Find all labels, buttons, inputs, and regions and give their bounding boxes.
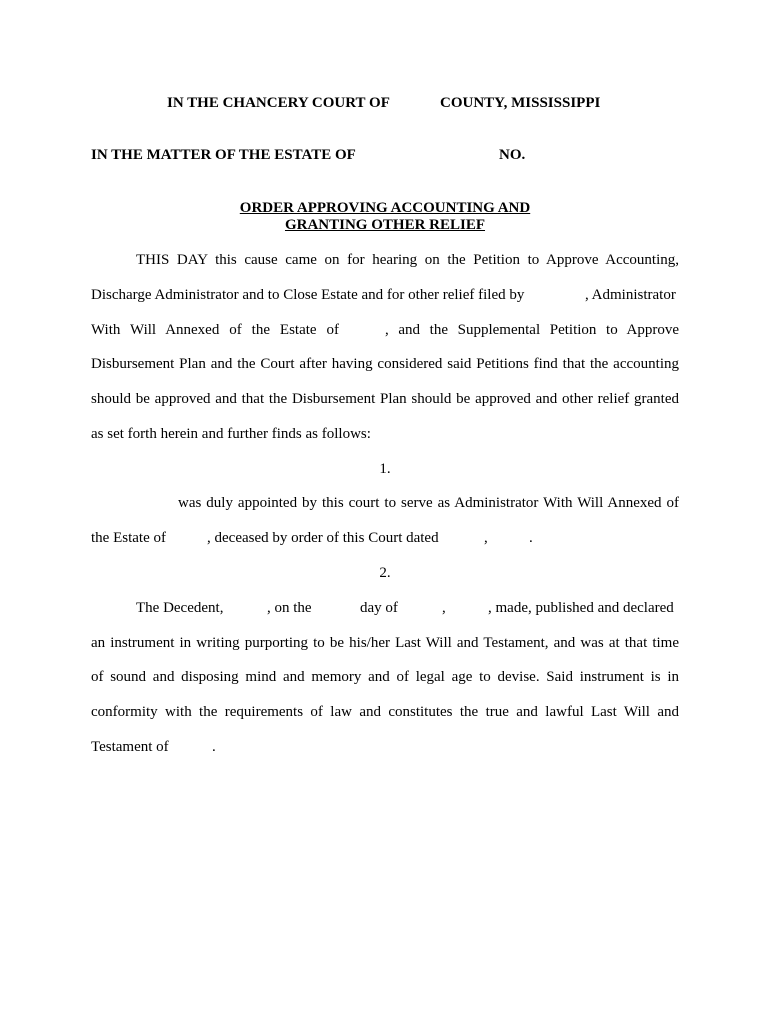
intro-line-6: as set forth herein and further finds as follows: [91,426,371,442]
order-title-line-2: GRANTING OTHER RELIEF [284,217,486,233]
case-number-label: NO. [499,147,526,163]
court-heading-left: IN THE CHANCERY COURT OF [167,95,390,111]
section-2-number: 2. [379,565,391,581]
section-2-line-5a: Testament of [91,739,169,755]
intro-line-3b: , and the Supplemental Petition to Approve [385,322,679,338]
intro-line-4: Disbursement Plan and the Court after having considered said Petitions find that the accounting [91,356,679,372]
intro-line-5: should be approved and that the Disbursement Plan should be approved and other relief granted [91,391,679,407]
court-heading-right: COUNTY, MISSISSIPPI [440,95,601,111]
section-1-line-2d: . [529,530,533,546]
section-1-line-2a: the Estate of [91,530,166,546]
intro-line-2a: Discharge Administrator and to Close Estate and for other relief filed by [91,287,525,303]
intro-line-1: THIS DAY this cause came on for hearing on the Petition to Approve Accounting, [136,252,679,268]
section-2-line-1d: , [442,600,446,616]
section-1-number: 1. [379,461,391,477]
estate-matter-heading: IN THE MATTER OF THE ESTATE OF [91,147,356,163]
section-2-line-1b: , on the [267,600,312,616]
section-1-line-1: was duly appointed by this court to serve as Administrator With Will Annexed of [178,495,679,511]
section-2-line-1c: day of [360,600,398,616]
section-1-line-2c: , [484,530,488,546]
section-2-line-1e: , made, published and declared [488,600,674,616]
section-2-line-2: an instrument in writing purporting to be his/her Last Will and Testament, and was at that time [91,635,679,651]
section-1-line-2b: , deceased by order of this Court dated [207,530,439,546]
section-2-line-5b: . [212,739,216,755]
intro-line-2b: , Administrator [585,287,676,303]
order-title-line-1: ORDER APPROVING ACCOUNTING AND [239,200,531,216]
section-2-line-3: of sound and disposing mind and memory and of legal age to devise. Said instrument is in [91,669,679,685]
intro-line-3a: With Will Annexed of the Estate of [91,322,339,338]
section-2-line-1a: The Decedent, [136,600,224,616]
section-2-line-4: conformity with the requirements of law and constitutes the true and lawful Last Will and [91,704,679,720]
